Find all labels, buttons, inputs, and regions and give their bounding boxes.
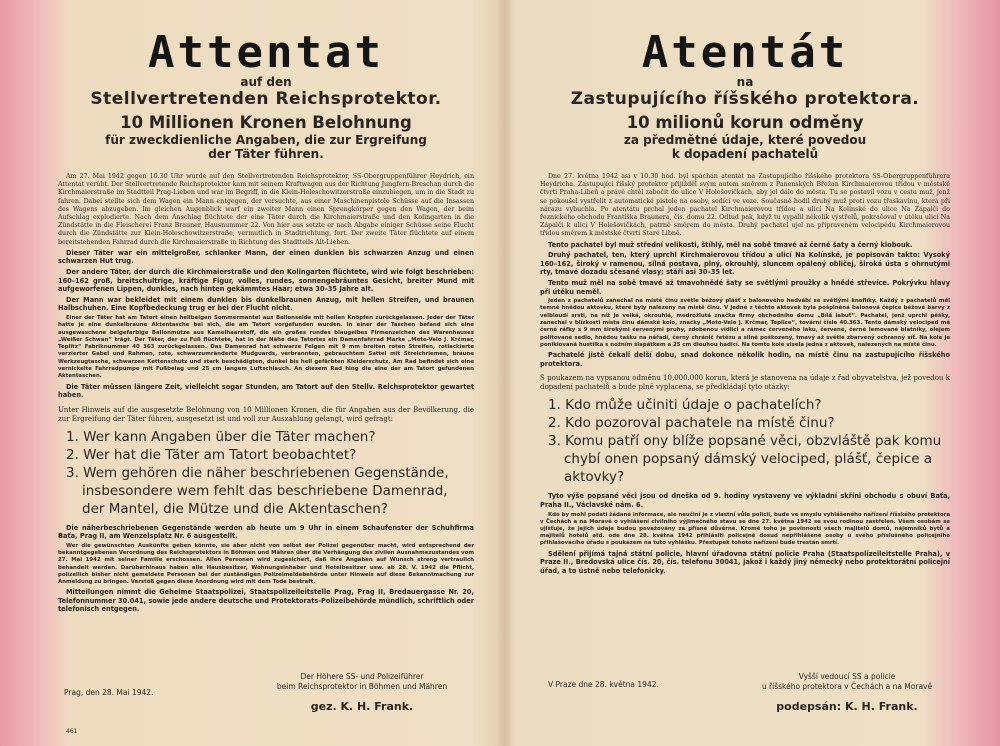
right-para8: Kdo by mohl podati žádané informace, ale neučiní je z vlastní vůle policii, bude ve smyslu vyhlášeného nařízení říšského protektora v Čechách a na Moravě o vyhlášení civilního výjimečného stavu se dne 27. května 1942 se svou rodinou zastřelen. Všem osobám se ujišťuje, že jejich údaje budou považovány za přísně důvěrné. Kromě toho je povinností všech majitelů domů, nájemníků bytů a majitelů hotelů atd. ode dne 28. května 1942 přihlásiti policejně dosud nepřihlášené osoby u svého příslušného policejního přihlašovacího úřadu s poukazem na tuto vyhlášku. Přestupek tohoto nařízení bude trestán smrtí.: [540, 511, 950, 547]
right-signature: [742, 672, 952, 712]
left-sig2: beim Reichsprotektor in Böhmen und Mähren: [276, 682, 448, 691]
right-intro: S poukazem na vypsanou odměnu 10,000.000 korun, která je stanovena na údaje z řad obyvatelstva, jež povedou k dopadení pachatelů a bude plně vyplacena, se předkládají tyto otázky:: [540, 374, 950, 392]
left-reward: 10 Millionen Kronen Belohnung: [120, 113, 412, 132]
right-title: Atentát: [641, 27, 849, 78]
german-column: [58, 0, 474, 746]
left-para3: Der andere Täter, der durch die Kirchmaierstraße und den Kolingarten flüchtete, wird wie folgt beschrieben: 160–162 groß, breitschultrige, kräftige Figur, volles, rundes, sonnengebräuntes Gesicht, breiter Mund mit aufgeworfenen Lippen, dunkles, nach hinten gekämmtes Haar; etwa 30–35 Jahre alt.: [58, 268, 474, 294]
right-sig1: Vyšší vedoucí SS a policie: [798, 672, 896, 681]
czech-column: [540, 0, 950, 746]
left-sig1: Der Höhere SS- und Polizeiführer: [300, 672, 424, 681]
left-signature: [262, 672, 462, 712]
right-para5: Jeden z pachatelů zanechal na místě činu světle béžový plášť z balonového hedvábí se světlými knoflíky. Každý z pachatelů měl temně hnědou aktovku, které byly nalezeny na místě činu. V jedné z těchto aktovek byla pošpiněná balonová čepice béžové barvy z velbloudí srsti, na níž je velká, okrouhlá, modrožlutá značka firmy obchodního domu „Bílá labuť“. Pachatel, jenž uprchl pěšky, zanechal v blízkosti místa činu dámské kolo, značky „Moto-Velo J. Krčmar, Teplice“, tovární číslo 40.363. Tento dámský velociped má černé ráfky s 9 mm širokými červenými pruhy, zdobenou vidlici a rámec červeného laku, červené, černě lemované blatníky, olejem politované sedlo, hnědou tašku na nářadí, černý chránič řetězu a silně poškozený, tmavý až světle zbarvený ochranný síť. Na kole je poniklovaná hustilka s nožním šlapátkem a 25 cm dlouhou hadicí. Na tomto kole visela jedna z aktovek, nalezených na místě činu.: [540, 298, 950, 348]
left-title: Attentat: [148, 27, 384, 78]
left-para8: Wer die gewünschten Auskünfte geben könnte, sie aber nicht von selbst der Polizei gegenüber macht, wird entsprechend der bekanntgegebenen Verordnung des Reichsprotektors in Böhmen und Mähren über die Verhängung des zivilen Ausnahmezustandes vom 27. Mai 1942 mit seiner Familie erschossen. Allen Personen wird zugesichert, daß ihre Angaben auf Wunsch streng vertraulich behandelt werden. Darüberhinaus haben alle Hausbesitzer, Wohnungsinhaber und Hotelbesitzer usw. ab 28. V. 1942 die Pflicht, polizeilich bisher nicht gemeldete Personen bei der zuständigen Polizeimeldebehörde unter Hinweis auf diese Bekanntmachung zur Anmeldung zu bringen. Verstöß gegen diese Anordnung wird mit dem Tode bestraft.: [58, 543, 474, 586]
left-question-1: 1. Wer kann Angaben über die Täter machen?: [66, 428, 376, 445]
right-question-1: 1. Kdo může učiniti údaje o pachatelích?: [548, 397, 822, 414]
page-number: 461: [66, 728, 78, 735]
left-reward-sub1: für zweckdienliche Angaben, die zur Ergreifung: [105, 133, 427, 147]
right-para6: Pachatelé jistě čekali delší dobu, snad dokonce několik hodin, na místě činu na zastupujícího říšského protektora.: [540, 351, 950, 368]
left-place-date: Prag, den 28. Mai 1942.: [64, 688, 154, 697]
left-body: [58, 173, 474, 400]
left-para4: Der Mann war bekleidet mit einem dunklen bis dunkelbraunen Anzug, mit hellen Streifen, und braunen Halbschuhen. Eine Kopfbedeckung trug er bei der Flucht nicht.: [58, 295, 474, 313]
right-para2: Tento pachatel byl muž střední velikosti, štíhlý, měl na sobě tmavé až černé šaty a černý klobouk.: [548, 240, 913, 249]
right-para7: Tyto výše popsané věci jsou od dneška od 9. hodiny vystaveny ve výkladní skříni obchodu s obuví Baťa, Praha II., Václavské nám. 6.: [540, 492, 950, 510]
center-fold: [496, 0, 514, 746]
left-sig3: gez. K. H. Frank.: [310, 700, 414, 713]
right-reward: 10 milionů korun odměny: [626, 113, 864, 132]
right-body-2: [540, 492, 950, 575]
right-reward-sub2: k dopadení pachatelů: [671, 147, 819, 161]
left-para9: Mitteilungen nimmt die Geheime Staatspolizei, Staatspolizeileitstelle Prag, Prag II, Bredauergasse Nr. 20, Telefonnummer 30.041, sowie jede andere deutsche und Protektorats-Polizeibehörde mündlich, schriftlich oder telefonisch entgegen.: [58, 588, 474, 614]
left-para2: Dieser Täter war ein mittelgroßer, schlanker Mann, der einen dunklen bis schwarzen Anzug und einen schwarzen Hut trug.: [58, 248, 474, 266]
right-questions: [540, 396, 950, 486]
right-sig3: podepsán: K. H. Frank.: [776, 700, 918, 713]
right-question-2: 2. Kdo pozoroval pachatele na místě činu?: [548, 415, 835, 432]
left-intro: Unter Hinweis auf die ausgesetzte Belohnung von 10 Millionen Kronen, die für Angaben aus der Bevölkerung, die zur Ergreifung der Täter führen, ausgesetzt ist und voll zur Auszahlung gelangt, wird gefragt:: [58, 405, 474, 423]
right-place-date: V Praze dne 28. května 1942.: [548, 680, 659, 689]
left-para5: Einer der Täter hat am Tatort einen hellbeigen Sommermantel aus Ballonseide mit hellen Knöpfen zurückgelassen. Jeder der Täter hatte je eine dunkelbraune Aktentasche bei sich, die am Tatort vorgefunden wurden. In einer der Taschen befand sich eine ausgewaschene beigefarbige Ballonmütze aus Kamelhaarstoff, die ein großes rundes blaugelbes Firmenzeichen des Warenhauses „Weißer Schwan“ trägt. Der Täter, der zu Fuß flüchtete, hat in der Nähe des Tatortes ein Damenfahrrad Marke „Moto-Velo J. Krčmar, Teplitz“ Fabriknummer 40 363 zurückgelassen. Das Damenrad hat schwarze Felgen mit 9 mm breiten roten Streifen, rotlackierte verzierter Gabel und Rahmen, rote, schwarzumränderte Mudguards, verbrannten, gebrauchtem Sattel mit Streichriemen, braune Werkzeugtasche, schwarzen Kettenschutz und stark beschädigten, dunkel bis hell gefärbten Kleiderschutz. Am Rad befindet sich eine vernickelte Fahrradpumpe mit Fußbelag und 25 cm langem Luftschlauch. An diesem Rad hing die eine der am Tatort gefundenen Aktentaschen.: [58, 314, 474, 380]
left-para1: Am 27. Mai 1942 gegen 10.30 Uhr wurde auf den Stellvertretenden Reichsprotektor, SS-Obergruppenführer Heydrich, ein Attentat verübt. Der Stellvertretende Reichsprotektor kam mit seinem Kraftwagen aus der Richtung Jungfern-Breschan durch die Kirchmaierstraße im Stadtteil Prag-Lieben und war im Begriff, in die Klein-Holeschowitzerstraße einzubiegen, um in die Stadt zu fahren. Dabei stellte sich dem Wagen ein Mann entgegen, der versuchte, aus einer Maschinenpistole Schüsse auf die Insassen des Wagens abzugeben. Im gleichen Augenblick warf ein zweiter Mann einen Sprengkörper gegen den Wagen, der beim Aufschlag explodierte. Nach dem Anschlag flüchtete der eine Täter durch die Kirchmaierstraße und den Kolingarten in die Zündstätte in die Fleischerei Franz Brauner, Hausnummer 22. Von hier aus setzte er nach Abgabe einiger Schüsse seine Flucht durch die Zündstätte zur Klein-Holeschowitzerstraße, vermutlich in Stadtrichtung, fort. Der zweite Täter flüchtete auf einem bereitstehenden Fahrrad durch die Kirchmaierstraße in Richtung des Stadtteils Alt-Lieben.: [58, 173, 474, 246]
left-question-3: 3. Wem gehören die näher beschriebenen Gegenstände, insbesondere wem fehlt das beschriebene Damenrad, der Mantel, die Mütze und die Aktentaschen?: [66, 464, 449, 517]
right-para4: Tento muž měl na sobě tmavé až tmavohnědé šaty se světlými proužky a hnědé střevíce. Pokrývku hlavy při útěku neměl.: [540, 279, 950, 296]
left-sub1: auf den: [240, 75, 292, 89]
left-questions: [58, 428, 474, 518]
left-sub2: Stellvertretenden Reichsprotektor.: [90, 89, 442, 109]
right-reward-sub1: za předmětné údaje, které povedou: [623, 133, 867, 147]
right-sub1: na: [736, 75, 754, 89]
right-sub2: Zastupujícího říšského protektora.: [570, 89, 920, 109]
left-para7: Die näherbeschriebenen Gegenstände werden ab heute um 9 Uhr in einem Schaufenster der Schuhfirma Baťa, Prag II, am Wenzelsplatz Nr. 6 ausgestellt.: [58, 523, 474, 541]
right-para3: Druhý pachatel, ten, který uprchl Kirchmaierovou třídou a ulicí Na Kolínské, je popisován takto: Vysoký 160–162, široký v ramenou, silná postava, plný, okrouhlý, sluncem opálený obličej, široká ústa s ohrnutými rty, tmavé dozadu sčesané vlasy; stáří asi 30–35 let.: [540, 251, 950, 277]
left-reward-sub2: der Täter führen.: [208, 147, 324, 161]
left-para6: Die Täter müssen längere Zeit, vielleicht sogar Stunden, am Tatort auf den Stellv. Reichsprotektor gewartet haben.: [58, 382, 474, 400]
right-question-3: 3. Komu patří ony blíže popsané věci, obzvláště pak komu chybí onen popsaný dámský velociped, plášť, čepice a aktovky?: [548, 433, 942, 486]
right-para9: Sdělení přijímá tajná státní policie, hlavní úřadovna státní policie Praha (Staatspolizeileitstelle Praha), v Praze II., Bredovská ulice čís. 20, čís. telefonu 30041, jakož i každý jiný německý nebo protektorátní policejní úřad, a to ústně nebo telefonicky.: [540, 549, 950, 575]
right-para1: Dne 27. května 1942 asi v 10.30 hod. byl spáchán atentát na Zastupujícího říšského protektora SS-Obergruppenführera Heydricha. Zastupující říšský protektor přijížděl svým autem směrem z Panenských Břežan Kirchmaierovou třídou v městské čtvrti Praha-Libeň a právě chtěl zabočit do ulice V Holešovičkách, aby jel dále do města. Tu se postavil vozu v cestu muž, jenž se pokoušel vystřelit z automatické pistole na osoby, sedící ve voze. Současně hodil druhý muž proti vozu třaskavinu, která při nárazu vybuchla. Po atentátu prchal jeden pachatel Kirchmaierovou třídou a ulicí Na Kolínské do ulice Na Zápalči do řeznického obchodu Františka Braunera, čís. domu 22. Odtud pak, když tu vypálil několik výstřelů, pokračoval v útěku ulicí Na Zápalči k ulici V Holešovičkách, patrně směrem do města. Druhý pachatel ujel na připraveném velocipédu Kirchmaierovou třídou směrem k městské čtvrti Staré Libně.: [540, 173, 950, 238]
right-body: [540, 173, 950, 368]
right-sig2: u říšského protektora v Čechách a na Moravě: [761, 682, 933, 691]
left-question-2: 2. Wer hat die Täter am Tatort beobachtet?: [66, 446, 357, 463]
left-body-2: [58, 524, 474, 614]
